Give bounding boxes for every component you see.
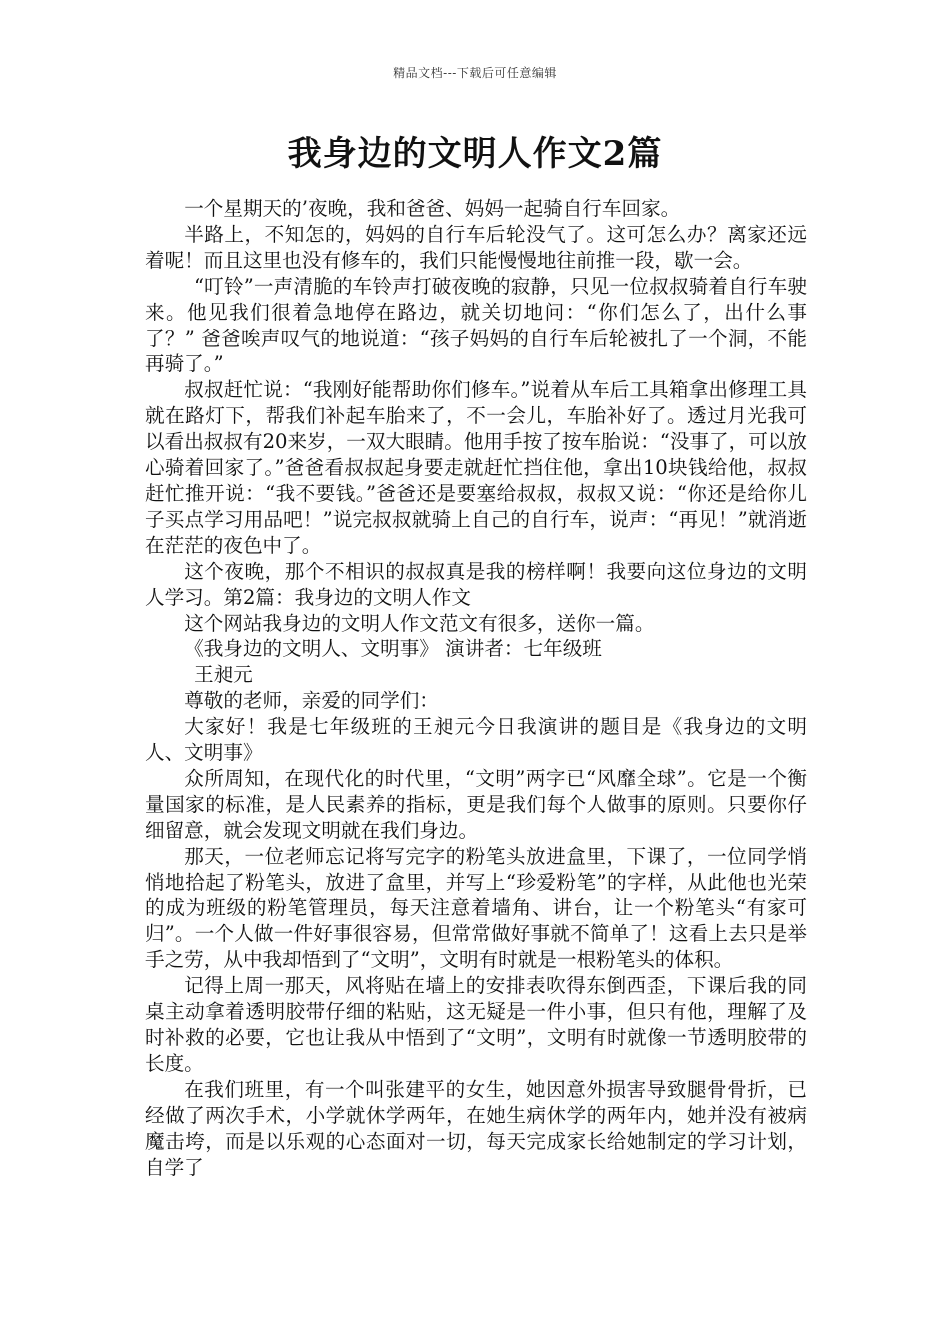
paragraph: 众所周知，在现代化的时代里，“文明”两字已“风靡全球”。它是一个衡量国家的标准，是人民素养的指标，更是我们每个人做事的原则。只要你仔细留意，就会发现文明就在我们身边。 xyxy=(145,766,807,842)
paragraph: 那天，一位老师忘记将写完字的粉笔头放进盒里，下课了，一位同学悄悄地拾起了粉笔头，放进了盒里，并写上“珍爱粉笔”的字样，从此他也光荣的成为班级的粉笔管理员，每天注意着墙角、讲台，让一个粉笔头“有家可归”。一个人做一件好事很容易，但常常做好事就不简单了！这看上去只是举手之劳，从中我却悟到了“文明”，文明有时就是一根粉笔头的体积。 xyxy=(145,844,807,972)
paragraph: 这个夜晚，那个不相识的叔叔真是我的榜样啊！我要向这位身边的文明人学习。第2篇：我身边的文明人作文 xyxy=(145,559,807,609)
paragraph: 尊敬的老师，亲爱的同学们： xyxy=(184,689,439,713)
paragraph: 半路上，不知怎的，妈妈的自行车后轮没气了。这可怎么办？离家还远着呢！而且这里也没有修车的，我们只能慢慢地往前推一段，歇一会。 xyxy=(145,222,807,272)
paragraph: 这个网站我身边的文明人作文范文有很多，送你一篇。 xyxy=(184,611,655,635)
paragraph: 在我们班里，有一个叫张建平的女生，她因意外损害导致腿骨骨折，已经做了两次手术，小学就休学两年，在她生病休学的两年内，她并没有被病魔击垮，而是以乐观的心态面对一切，每天完成家长给她制定的学习计划，自学了 xyxy=(145,1077,807,1179)
paragraph: 《我身边的文明人、文明事》 演讲者：七年级班 xyxy=(184,637,602,661)
article-body xyxy=(145,196,807,1180)
paragraph: 一个星期天的’夜晚，我和爸爸、妈妈一起骑自行车回家。 xyxy=(184,197,681,220)
paragraph: 大家好！我是七年级班的王昶元今日我演讲的题目是《我身边的文明人、文明事》 xyxy=(145,715,807,765)
paragraph: “叮铃”一声清脆的车铃声打破夜晚的寂静，只见一位叔叔骑着自行车驶来。他见我们很着急地停在路边，就关切地问：“你们怎么了，出什么事了？” 爸爸唉声叹气的地说道：“孩子妈妈的自行车后轮被扎了一个洞，不能再骑了。” xyxy=(145,274,807,376)
header-note: 精品文档---下载后可任意编辑 xyxy=(393,66,557,80)
paragraph: 叔叔赶忙说：“我刚好能帮助你们修车。”说着从车后工具箱拿出修理工具就在路灯下，帮我们补起车胎来了，不一会儿，车胎补好了。透过月光我可以看出叔叔有20来岁，一双大眼睛。他用手按了按车胎说：“没事了，可以放心骑着回家了。”爸爸看叔叔起身要走就赶忙挡住他，拿出10块钱给他，叔叔赶忙推开说：“我不要钱。”爸爸还是要塞给叔叔，叔叔又说：“你还是给你儿子买点学习用品吧！”说完叔叔就骑上自己的自行车，说声：“再见！”就消逝在茫茫的夜色中了。 xyxy=(145,378,807,557)
paragraph: 王昶元 xyxy=(194,663,253,687)
page-title: 我身边的文明人作文2篇 xyxy=(287,134,663,174)
paragraph: 记得上周一那天，风将贴在墙上的安排表吹得东倒西歪，下课后我的同桌主动拿着透明胶带仔细的粘贴，这无疑是一件小事，但只有他，理解了及时补救的必要，它也让我从中悟到了“文明”，文明有时就像一节透明胶带的长度。 xyxy=(145,974,807,1075)
